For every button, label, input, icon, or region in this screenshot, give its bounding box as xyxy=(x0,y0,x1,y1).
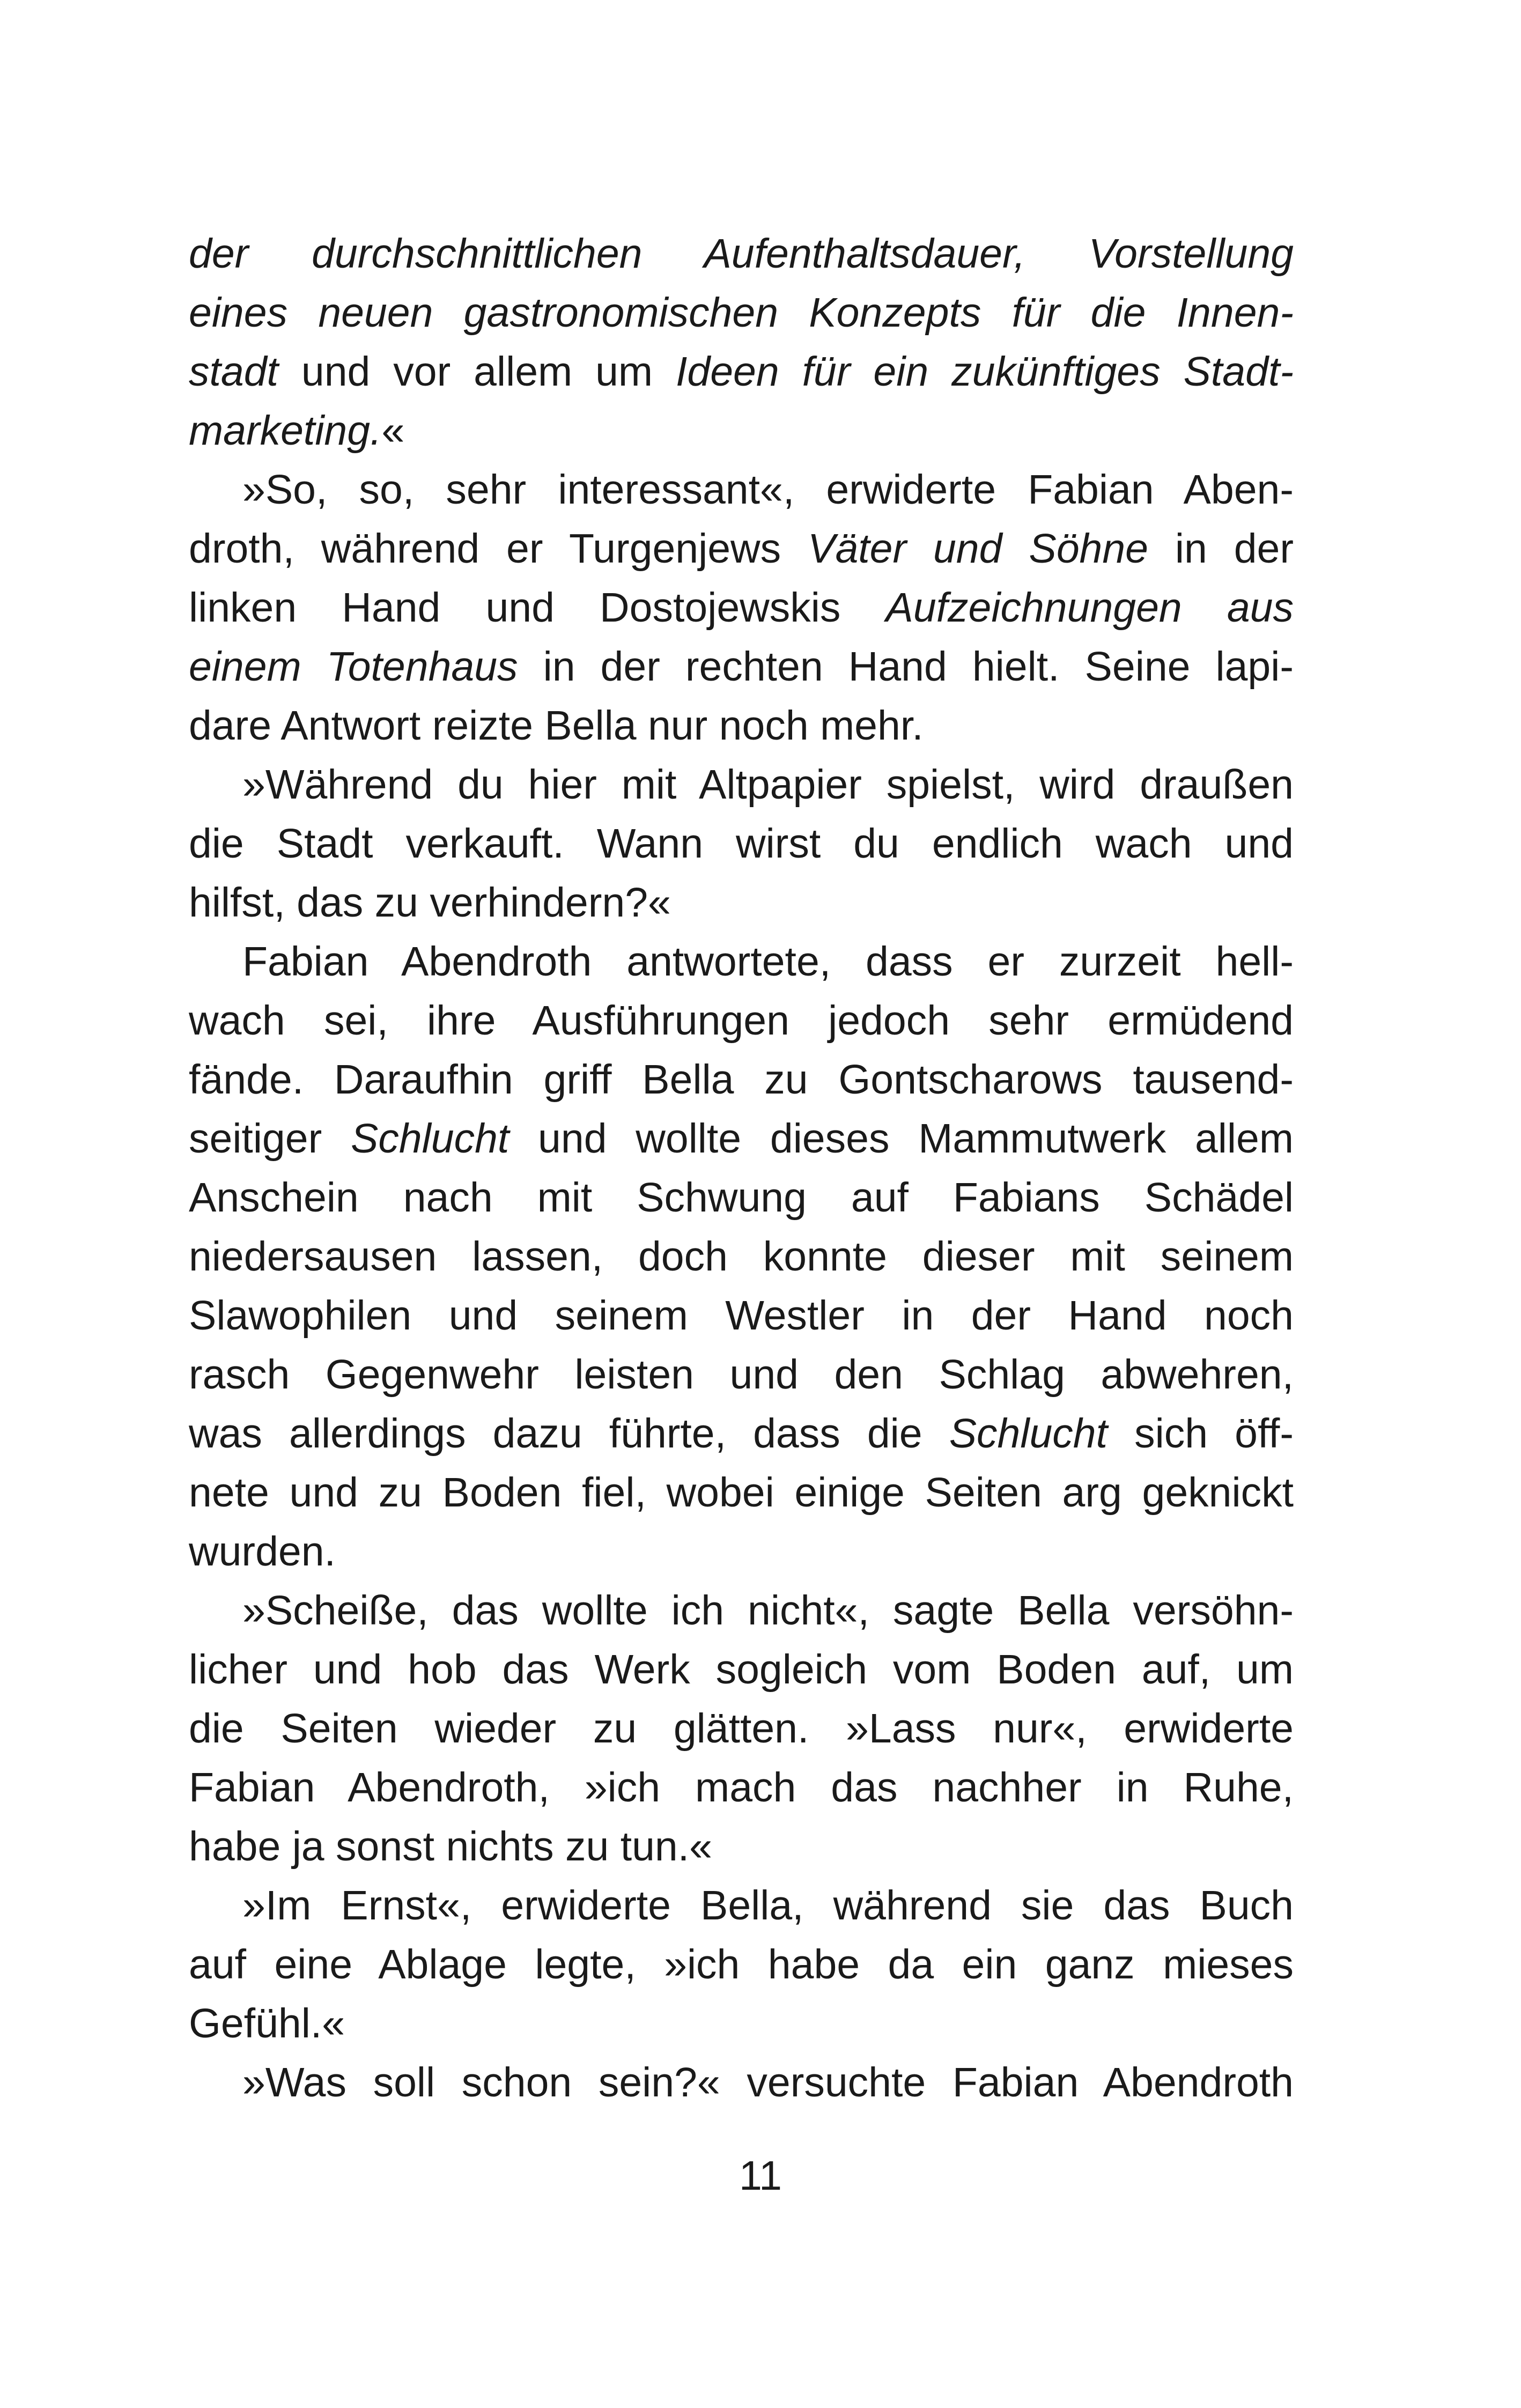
body-text xyxy=(189,224,1294,2112)
text-line xyxy=(189,1758,1294,1817)
italic-text: der durchschnittlichen Aufenthaltsdauer, Vorstellung xyxy=(189,231,1294,277)
text-line xyxy=(189,814,1294,873)
text-line xyxy=(189,932,1294,991)
text-segment: in der xyxy=(1148,526,1294,572)
page-number: 11 xyxy=(739,2153,782,2199)
text-line xyxy=(189,1168,1294,1227)
text-segment: sich öff- xyxy=(1107,1410,1294,1457)
text-line xyxy=(189,1699,1294,1758)
text-line xyxy=(189,460,1294,519)
text-line xyxy=(189,637,1294,696)
text-line xyxy=(189,1345,1294,1404)
italic-text: Ideen für ein zukünftiges Stadt- xyxy=(676,349,1294,395)
text-line xyxy=(189,1581,1294,1640)
text-segment: »Im Ernst«, erwiderte Bella, während sie das Buch xyxy=(242,1882,1294,1929)
text-line xyxy=(189,1463,1294,1522)
text-line xyxy=(189,755,1294,814)
text-line xyxy=(189,1994,1294,2053)
text-segment: »Scheiße, das wollte ich nicht«, sagte Bella versöhn- xyxy=(242,1587,1294,1634)
text-segment: rasch Gegenwehr leisten und den Schlag abwehren, xyxy=(189,1351,1294,1398)
italic-text: einem Totenhaus xyxy=(189,644,518,690)
text-line xyxy=(189,1876,1294,1935)
text-segment: licher und hob das Werk sogleich vom Boden auf, um xyxy=(189,1646,1294,1693)
text-segment: Fabian Abendroth antwortete, dass er zurzeit hell- xyxy=(242,939,1294,985)
text-segment: habe ja sonst nichts zu tun.« xyxy=(189,1823,712,1870)
text-segment: Gefühl.« xyxy=(189,2000,345,2047)
text-line xyxy=(189,1935,1294,1994)
text-segment: dare Antwort reizte Bella nur noch mehr. xyxy=(189,703,924,749)
italic-text: eines neuen gastronomischen Konzepts für die Innen- xyxy=(189,290,1294,336)
text-line xyxy=(189,401,1294,460)
text-line xyxy=(189,224,1294,283)
text-line xyxy=(189,2053,1294,2112)
text-segment: niedersausen lassen, doch konnte dieser mit seinem xyxy=(189,1233,1294,1280)
text-line xyxy=(189,1227,1294,1286)
text-segment: wach sei, ihre Ausführungen jedoch sehr ermüdend xyxy=(189,998,1294,1044)
text-line xyxy=(189,1404,1294,1463)
text-segment: « xyxy=(381,408,405,454)
text-segment: »Während du hier mit Altpapier spielst, wird draußen xyxy=(242,762,1294,808)
text-segment: was allerdings dazu führte, dass die xyxy=(189,1410,949,1457)
text-segment: die Stadt verkauft. Wann wirst du endlich wach und xyxy=(189,821,1294,867)
text-line xyxy=(189,696,1294,755)
text-segment: Slawophilen und seinem Westler in der Hand noch xyxy=(189,1292,1294,1339)
italic-text: Väter und Söhne xyxy=(808,526,1148,572)
text-line xyxy=(189,1522,1294,1581)
italic-text: Schlucht xyxy=(949,1410,1108,1457)
text-segment: linken Hand und Dostojewskis xyxy=(189,585,886,631)
italic-text: stadt xyxy=(189,349,278,395)
italic-text: Aufzeichnungen aus xyxy=(885,585,1294,631)
italic-text: Schlucht xyxy=(350,1116,510,1162)
text-segment: »Was soll schon sein?« versuchte Fabian Abendroth xyxy=(242,2059,1294,2106)
text-line xyxy=(189,1109,1294,1168)
text-segment: nete und zu Boden fiel, wobei einige Seiten arg geknickt xyxy=(189,1469,1294,1516)
text-segment: Fabian Abendroth, »ich mach das nachher in Ruhe, xyxy=(189,1764,1294,1811)
text-segment: hilfst, das zu verhindern?« xyxy=(189,880,671,926)
text-segment: wurden. xyxy=(189,1528,336,1575)
text-line xyxy=(189,342,1294,401)
text-segment: und vor allem um xyxy=(278,349,676,395)
text-line xyxy=(189,1050,1294,1109)
text-line xyxy=(189,991,1294,1050)
text-segment: auf eine Ablage legte, »ich habe da ein ganz mieses xyxy=(189,1941,1294,1988)
text-segment: seitiger xyxy=(189,1116,351,1162)
italic-text: marketing. xyxy=(189,408,382,454)
text-line xyxy=(189,1286,1294,1345)
text-line xyxy=(189,873,1294,932)
text-line xyxy=(189,1817,1294,1876)
text-line xyxy=(189,578,1294,637)
text-segment: droth, während er Turgenjews xyxy=(189,526,808,572)
text-segment: fände. Daraufhin griff Bella zu Gontscharows tausend- xyxy=(189,1057,1294,1103)
text-segment: in der rechten Hand hielt. Seine lapi- xyxy=(518,644,1294,690)
text-line xyxy=(189,1640,1294,1699)
text-line xyxy=(189,519,1294,578)
text-segment: Anschein nach mit Schwung auf Fabians Schädel xyxy=(189,1175,1294,1221)
text-segment: und wollte dieses Mammutwerk allem xyxy=(509,1116,1294,1162)
text-line xyxy=(189,283,1294,342)
text-segment: »So, so, sehr interessant«, erwiderte Fabian Aben- xyxy=(242,467,1294,513)
text-segment: die Seiten wieder zu glätten. »Lass nur«, erwiderte xyxy=(189,1705,1294,1752)
